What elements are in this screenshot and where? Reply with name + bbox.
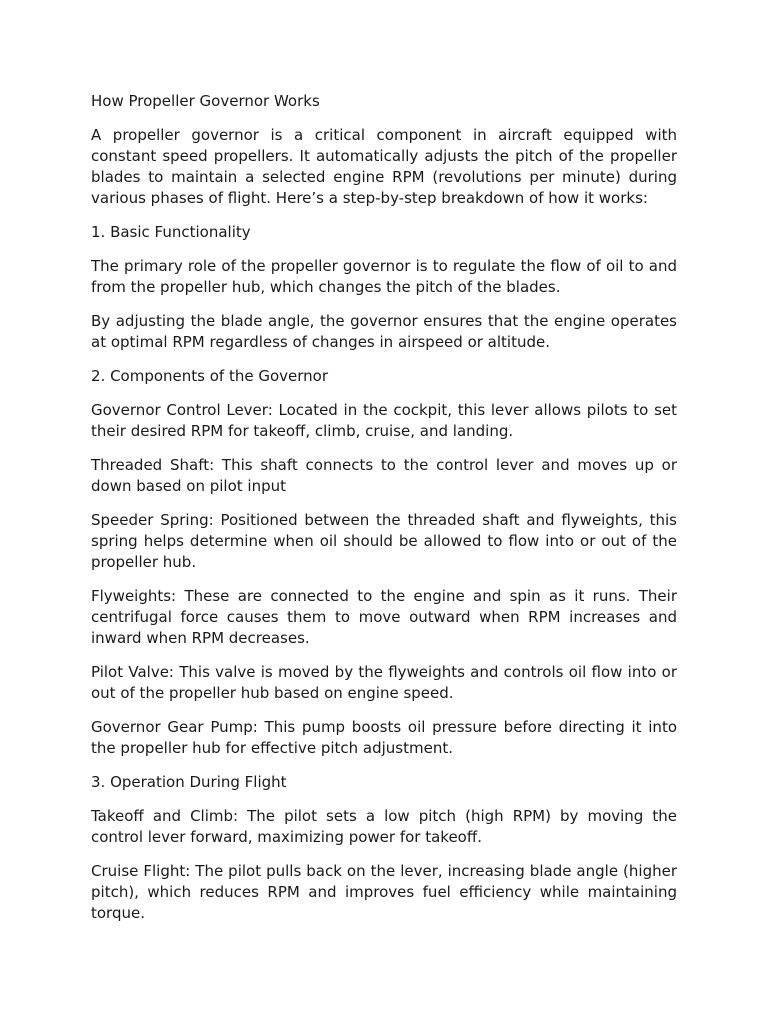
section-heading-components: 2. Components of the Governor: [91, 367, 329, 385]
paragraph-threaded-shaft: Threaded Shaft: This shaft connects to the control lever and moves up or down based on pilot input: [91, 456, 677, 495]
intro-paragraph: A propeller governor is a critical component in aircraft equipped with constant speed propellers. It automatically adjusts the pitch of the propeller blades to maintain a selected engine RPM (revolutions per minute) during various phases of flight. Here’s a step-by-step breakdown of how it works:: [91, 126, 677, 207]
paragraph-speeder-spring: Speeder Spring: Positioned between the threaded shaft and flyweights, this spring helps determine when oil should be allowed to flow into or out of the propeller hub.: [91, 511, 677, 571]
paragraph-gear-pump: Governor Gear Pump: This pump boosts oil pressure before directing it into the propeller hub for effective pitch adjustment.: [91, 718, 677, 757]
document-title: How Propeller Governor Works: [91, 92, 320, 110]
document-page: [91, 91, 677, 937]
paragraph-flyweights: Flyweights: These are connected to the engine and spin as it runs. Their centrifugal force causes them to move outward when RPM increases and inward when RPM decreases.: [91, 587, 677, 647]
paragraph-pilot-valve: Pilot Valve: This valve is moved by the flyweights and controls oil flow into or out of the propeller hub based on engine speed.: [91, 663, 677, 702]
section-heading-operation: 3. Operation During Flight: [91, 773, 287, 791]
paragraph-control-lever: Governor Control Lever: Located in the cockpit, this lever allows pilots to set their desired RPM for takeoff, climb, cruise, and landing.: [91, 401, 677, 440]
section-heading-basic-functionality: 1. Basic Functionality: [91, 223, 251, 241]
paragraph-takeoff-climb: Takeoff and Climb: The pilot sets a low pitch (high RPM) by moving the control lever forward, maximizing power for takeoff.: [91, 807, 677, 846]
paragraph-blade-angle: By adjusting the blade angle, the governor ensures that the engine operates at optimal RPM regardless of changes in airspeed or altitude.: [91, 312, 677, 351]
paragraph-cruise-flight: Cruise Flight: The pilot pulls back on the lever, increasing blade angle (higher pitch), which reduces RPM and improves fuel efficiency while maintaining torque.: [91, 862, 677, 922]
paragraph-primary-role: The primary role of the propeller governor is to regulate the flow of oil to and from the propeller hub, which changes the pitch of the blades.: [91, 257, 677, 296]
